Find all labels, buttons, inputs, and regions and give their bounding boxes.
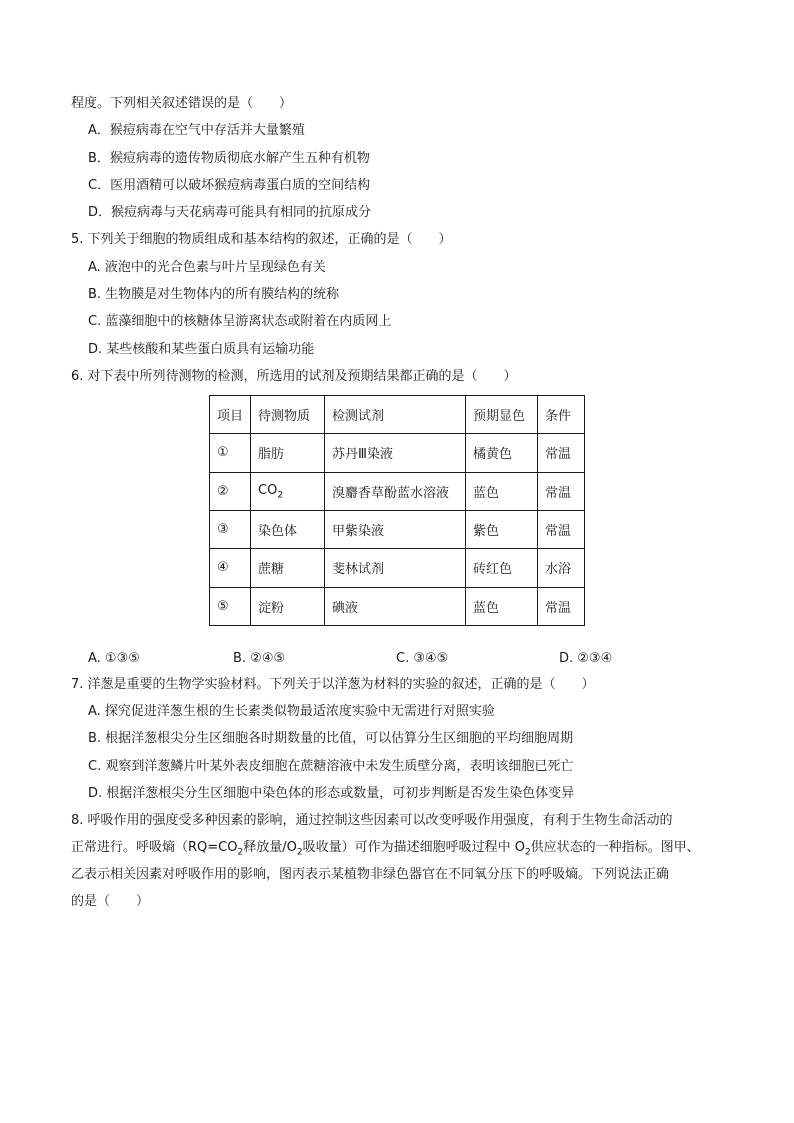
co2-text: CO (258, 482, 278, 498)
co2-subscript: 2 (277, 490, 284, 501)
table-cell: 碘液 (325, 587, 466, 625)
table-cell: 蔗糖 (251, 549, 325, 587)
table-cell: ③ (210, 510, 251, 548)
q8-line2-part-a: 正常进行。呼吸熵（RQ=CO (71, 840, 238, 855)
q8-line2-part-b: 释放量/O (243, 840, 297, 855)
q4-stem-tail: 程度。下列相关叙述错误的是（ ） (71, 96, 293, 111)
table-cell: 砖红色 (466, 549, 538, 587)
table-cell: ① (210, 434, 251, 472)
table-header-row (210, 396, 585, 434)
table-cell: 溴麝香草酚蓝水溶液 (325, 472, 466, 510)
q4-option-c: C．医用酒精可以破坏猴痘病毒蛋白质的空间结构 (88, 178, 371, 193)
q8-line2-part-c: 吸收量）可作为描述细胞呼吸过程中 O (302, 840, 525, 855)
q7-stem: 7. 洋葱是重要的生物学实验材料。下列关于以洋葱为材料的实验的叙述，正确的是（ ） (71, 677, 595, 692)
table-cell: 甲紫染液 (325, 510, 466, 548)
table-cell: 常温 (538, 434, 585, 472)
table-cell: 蓝色 (466, 472, 538, 510)
q7-option-c: C. 观察到洋葱鳞片叶某外表皮细胞在蔗糖溶液中未发生质壁分离，表明该细胞已死亡 (88, 759, 574, 774)
table-cell (251, 472, 325, 510)
table-header-cell: 检测试剂 (325, 396, 466, 434)
q7-option-b: B. 根据洋葱根尖分生区细胞各时期数量的比值，可以估算分生区细胞的平均细胞周期 (88, 731, 574, 746)
q4-option-d: D．猴痘病毒与天花病毒可能具有相同的抗原成分 (88, 205, 372, 220)
table-row (210, 434, 585, 472)
table-row (210, 472, 585, 510)
q8-line2-part-d: 供应状态的一种指标。图甲、 (530, 840, 700, 855)
q6-choice-a: A. ①③⑤ (88, 651, 140, 666)
table-cell: 淀粉 (251, 587, 325, 625)
q5-option-d: D. 某些核酸和某些蛋白质具有运输功能 (88, 342, 315, 357)
table-header-cell: 预期显色 (466, 396, 538, 434)
q5-option-a: A. 液泡中的光合色素与叶片呈现绿色有关 (88, 260, 326, 275)
table-row (210, 587, 585, 625)
q4-option-a: A．猴痘病毒在空气中存活并大量繁殖 (88, 123, 305, 138)
table-cell: 常温 (538, 510, 585, 548)
q6-stem: 6. 对下表中所列待测物的检测，所选用的试剂及预期结果都正确的是（ ） (71, 369, 517, 384)
table-header-cell: 项目 (210, 396, 251, 434)
q8-stem-line-4: 的是（ ） (71, 894, 150, 909)
q6-detection-table (209, 395, 585, 626)
table-cell: 常温 (538, 587, 585, 625)
table-cell: 常温 (538, 472, 585, 510)
table-row (210, 549, 585, 587)
q6-choice-b: B. ②④⑤ (233, 651, 286, 666)
q8-co2-subscript: 2 (237, 847, 244, 858)
q6-choice-c: C. ③④⑤ (396, 651, 449, 666)
q8-stem-line-2 (71, 839, 700, 862)
table-cell: 苏丹Ⅲ染液 (325, 434, 466, 472)
q4-option-b: B．猴痘病毒的遗传物质彻底水解产生五种有机物 (88, 151, 370, 166)
table-cell: 蓝色 (466, 587, 538, 625)
q6-choice-d: D. ②③④ (559, 651, 613, 666)
q8-stem-line-1: 8. 呼吸作用的强度受多种因素的影响，通过控制这些因素可以改变呼吸作用强度，有利于生物生命活动的 (71, 813, 673, 828)
q5-option-c: C. 蓝藻细胞中的核糖体呈游离状态或附着在内质网上 (88, 314, 392, 329)
q8-o2-subscript: 2 (296, 847, 303, 858)
q5-option-b: B. 生物膜是对生物体内的所有膜结构的统称 (88, 287, 340, 302)
q8-stem-line-3: 乙表示相关因素对呼吸作用的影响，图丙表示某植物非绿色器官在不同氧分压下的呼吸熵。下列说法正确 (71, 867, 670, 882)
q7-option-d: D. 根据洋葱根尖分生区细胞中染色体的形态或数量，可初步判断是否发生染色体变异 (88, 786, 575, 801)
table-cell: ⑤ (210, 587, 251, 625)
table-cell: 橘黄色 (466, 434, 538, 472)
table-cell: 染色体 (251, 510, 325, 548)
table-cell: ② (210, 472, 251, 510)
q5-stem: 5. 下列关于细胞的物质组成和基本结构的叙述，正确的是（ ） (71, 232, 452, 247)
q7-option-a: A. 探究促进洋葱生根的生长素类似物最适浓度实验中无需进行对照实验 (88, 704, 495, 719)
table-header-cell: 待测物质 (251, 396, 325, 434)
table-cell: ④ (210, 549, 251, 587)
table-cell: 水浴 (538, 549, 585, 587)
table-cell: 斐林试剂 (325, 549, 466, 587)
table-cell: 脂肪 (251, 434, 325, 472)
table-row (210, 510, 585, 548)
table-cell: 紫色 (466, 510, 538, 548)
table-header-cell: 条件 (538, 396, 585, 434)
q8-o2-subscript-2: 2 (524, 847, 531, 858)
